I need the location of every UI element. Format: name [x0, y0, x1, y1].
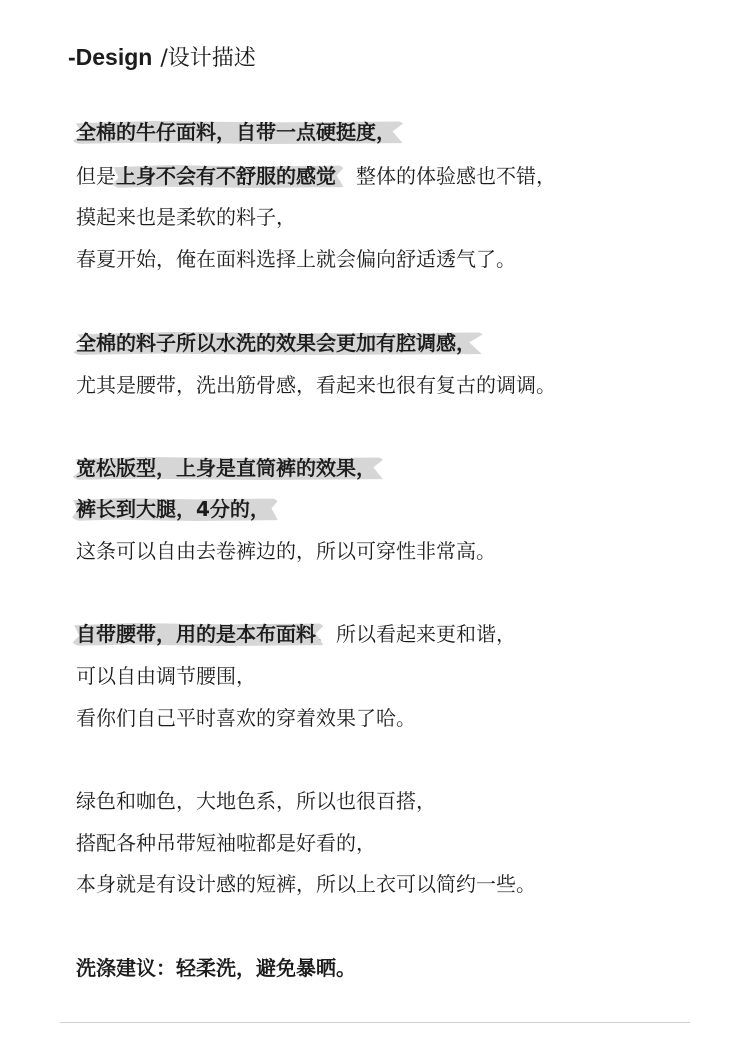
- care-instructions: 洗涤建议：轻柔洗，避免暴晒。: [76, 956, 356, 980]
- paragraph-5-line-3: 本身就是有设计感的短裤，所以上衣可以简约一些。: [76, 872, 536, 896]
- paragraph-1-line-1: [76, 118, 396, 146]
- paragraph-1-line-3: 摸起来也是柔软的料子，: [76, 205, 296, 229]
- highlight-length: 裤长到大腿，4分的，: [76, 497, 270, 521]
- section-title-chinese: /设计描述: [160, 46, 256, 71]
- paragraph-5-line-2: 搭配各种吊带短袖啦都是好看的，: [76, 831, 376, 855]
- section-title-english: -Design: [68, 44, 153, 70]
- paragraph-4-line-3: 看你们自己平时喜欢的穿着效果了哈。: [76, 706, 416, 730]
- paragraph-3-line-3: 这条可以自由去卷裤边的，所以可穿性非常高。: [76, 539, 496, 563]
- highlight-comfort: 上身不会有不舒服的感觉: [116, 164, 336, 188]
- paragraph-3-line-1: [76, 454, 376, 482]
- paragraph-1-line-4: 春夏开始，俺在面料选择上就会偏向舒适透气了。: [76, 247, 516, 271]
- paragraph-1-line-2: [76, 162, 556, 190]
- highlight-wash: 全棉的料子所以水洗的效果会更加有腔调感，: [76, 331, 476, 355]
- section-title: [68, 42, 256, 74]
- paragraph-2-line-2: 尤其是腰带，洗出筋骨感，看起来也很有复古的调调。: [76, 373, 556, 397]
- divider: [60, 1022, 690, 1023]
- paragraph-5-line-1: 绿色和咖色，大地色系，所以也很百搭，: [76, 789, 436, 813]
- paragraph-2-line-1: [76, 329, 476, 357]
- text-segment: ，整体的体验感也不错，: [336, 164, 556, 188]
- highlight-fit: 宽松版型，上身是直筒裤的效果，: [76, 456, 376, 480]
- paragraph-4-line-2: 可以自由调节腰围，: [76, 664, 256, 688]
- highlight-fabric: 全棉的牛仔面料，自带一点硬挺度，: [76, 120, 396, 144]
- highlight-belt: 自带腰带，用的是本布面料: [76, 622, 316, 646]
- paragraph-4-line-1: [76, 620, 516, 648]
- text-segment: 但是: [76, 164, 116, 188]
- paragraph-3-line-2: [76, 495, 270, 523]
- text-segment: ，所以看起来更和谐，: [316, 622, 516, 646]
